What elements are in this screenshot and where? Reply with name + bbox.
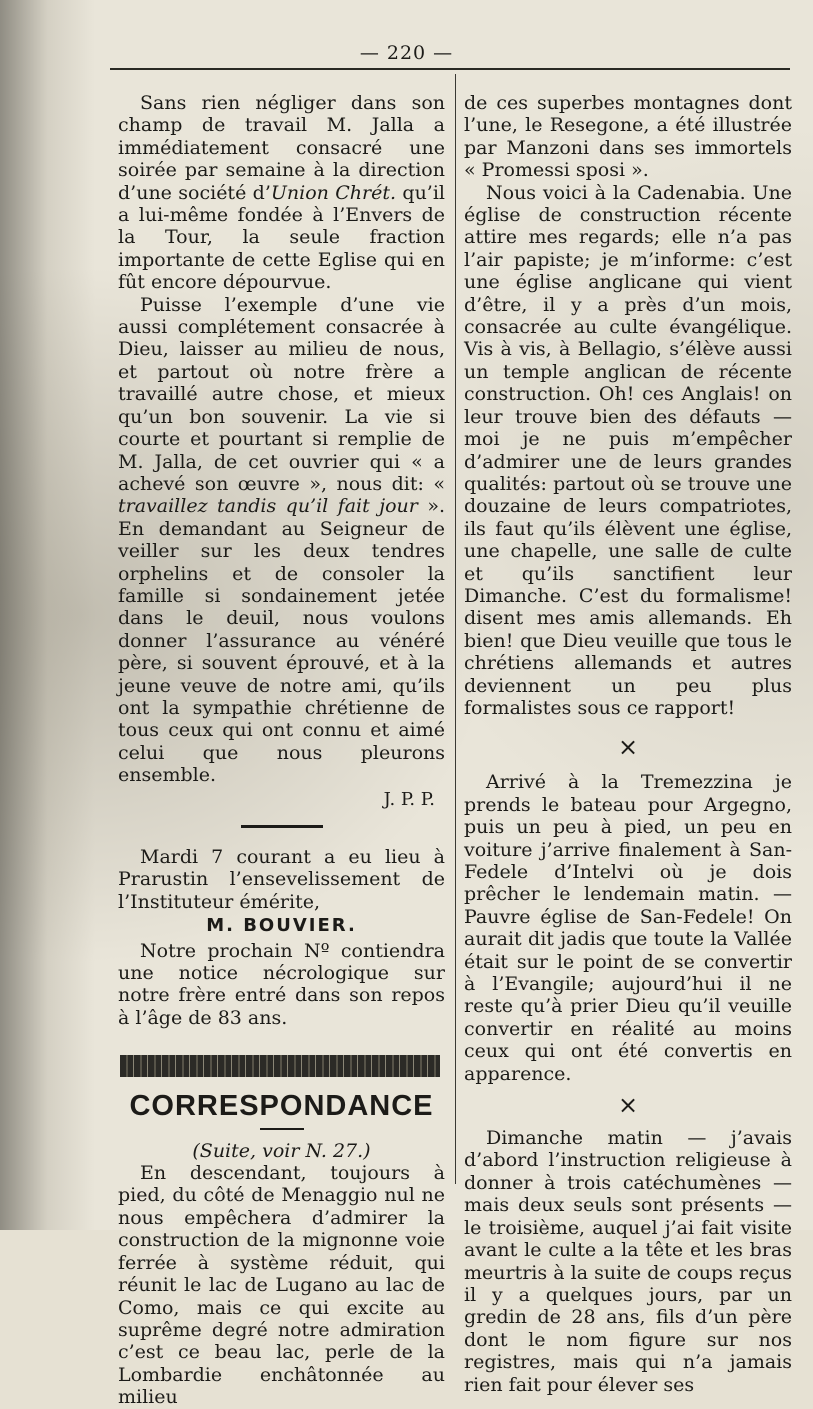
notice-paragraph: Mardi 7 courant a eu lieu à Prarustin l’ensevelissement de l’Instituteur émérite, — [118, 846, 445, 913]
notice-paragraph-2: Notre prochain Nº contiendra une notice nécrologique sur notre frère entré dans son repos à l’âge de 83 ans. — [118, 939, 445, 1029]
obituary-paragraph-2: Puisse l’exemple d’une vie aussi complétement consacrée à Dieu, laisser au milieu de nous, et partout où notre frère a travaillé autre chose, et mieux qu’un bon souvenir. La vie si courte et pourtant si remplie de M. Jalla, de cet ouvrier qui « a achevé son œuvre », nous dit: « travaillez tandis qu’il fait jour ». En demandant au Seigneur de veiller sur les deux tendres orphelins et de consoler la famille si sondainement jetée dans le deuil, nous voulons donner l’assurance au vénéré père, si souvent éprouvé, et à la jeune veuve de notre ami, qu’ils ont la sympathie chrétienne de tous ceux qui ont connu et aimé celui que nous pleurons ensemble. — [118, 293, 445, 787]
left-column — [118, 92, 445, 1409]
section-subtitle: (Suite, voir N. 27.) — [192, 1139, 371, 1162]
cross-separator-icon: × — [617, 1091, 639, 1120]
scan-shadow — [0, 0, 95, 1230]
section-title: CORRESPONDANCE — [129, 1090, 434, 1123]
correspondance-paragraph-5: Dimanche matin — j’avais d’abord l’instruction religieuse à donner à trois catéchumènes — mais deux seuls sont présents — le troisième, auquel j’ai fait visite avant le culte a la tête et les bras meurtris à la suite de coups reçus il y a quelques jours, par un gredin de 28 ans, fils d’un père dont le nom figure sur nos registres, mais qui n’a jamais rien fait pour élever ses — [464, 1127, 792, 1396]
correspondance-paragraph-2: de ces superbes montagnes dont l’une, le Resegone, a été illustrée par Manzoni dans ses immortels « Promessi sposi ». — [464, 92, 792, 182]
title-rule — [260, 1128, 304, 1130]
cross-separator-icon: × — [617, 733, 639, 762]
separator-rule — [241, 825, 323, 828]
decorative-banner — [120, 1055, 440, 1077]
page-number: — 220 — — [359, 42, 454, 64]
correspondance-paragraph-4: Arrivé à la Tremezzina je prends le bateau pour Argegno, puis un peu à pied, un peu en voiture j’arrive finalement à San-Fedele d’Intelvi où je dois prêcher le lendemain matin. — Pauvre église de San-Fedele! On aurait dit jadis que toute la Vallée était sur le point de se convertir à l’Evangile; aujourd’hui il ne reste qu’à prier Dieu qu’il veuille convertir en réalité au moins ceux qui ont été convertis en apparence. — [464, 771, 792, 1085]
column-divider — [455, 74, 456, 1184]
correspondance-paragraph-1: En descendant, toujours à pied, du côté de Menaggio nul ne nous empêchera d’admirer la construction de la mignonne voie ferrée à système réduit, qui réunit le lac de Lugano au lac de Como, mais ce qui excite au suprême degré notre admiration c’est ce beau lac, perle de la Lombardie enchâtonnée au milieu — [118, 1162, 445, 1409]
right-column — [464, 92, 792, 1396]
header-rule — [110, 68, 790, 70]
signature: J. P. P. — [383, 788, 435, 810]
obituary-paragraph-1: Sans rien négliger dans son champ de travail M. Jalla a immédiatement consacré une soirée par semaine à la direction d’une société d’Union Chrét. qu’il a lui-même fondée à l’Envers de la Tour, la seule fraction importante de cette Eglise qui en fût encore dépourvue. — [118, 92, 446, 294]
correspondance-paragraph-3: Nous voici à la Cadenabia. Une église de construction récente attire mes regards; elle n’a pas l’air papiste; je m’informe: c’est une église anglicane qui vient d’être, il y a près d’un mois, consacrée au culte évangélique. Vis à vis, à Bellagio, s’élève aussi un temple anglican de récente construction. Oh! ces Anglais! on leur trouve bien des défauts — moi je ne puis m’empêcher d’admirer une de leurs grandes qualités: partout où se trouve une douzaine de leurs compatriotes, ils faut qu’ils élèvent une église, une chapelle, une salle de culte et qu’ils sanctifient leur Dimanche. C’est du formalisme! disent mes amis allemands. Eh bien! que Dieu veuille que tous le chrétiens allemands et autres deviennent un peu plus formalistes sous ce rapport! — [464, 181, 792, 719]
notice-name: M. BOUVIER. — [206, 915, 357, 937]
